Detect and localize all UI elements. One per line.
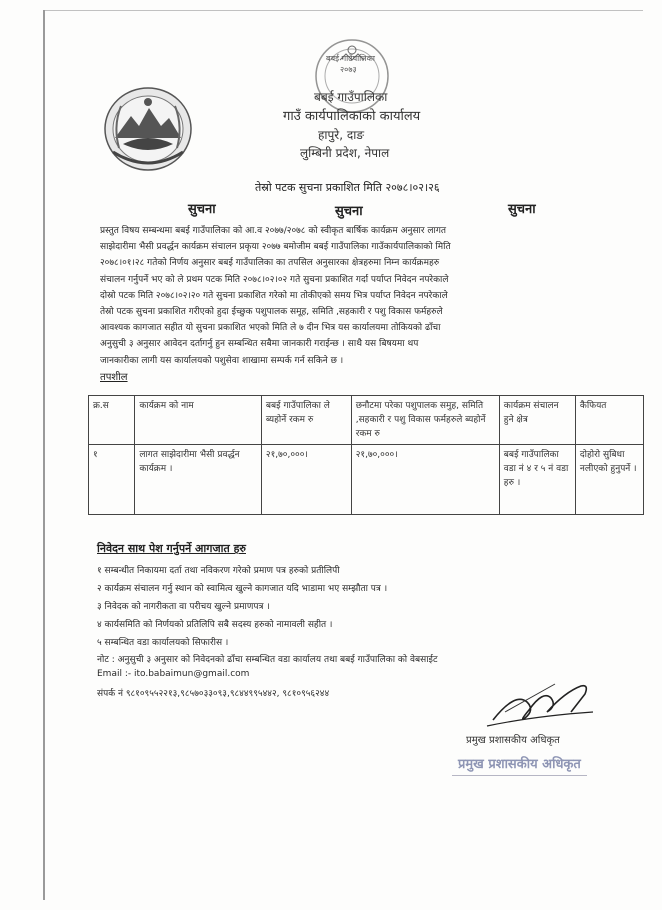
- program-table: [88, 395, 644, 515]
- body-line: अनुसुची ३ अनुसार आवेदन दर्तागर्नु हुन सम्बन्धित सबैमा जानकारी गराईन्छ । साथै यस बिषयमा थप: [100, 339, 419, 350]
- list-item: १ सम्बन्धीत निकायमा दर्ता तथा नविकरण गरेको प्रमाण पत्र हरुको प्रतीलिपी: [97, 566, 340, 576]
- cell-group-amount: २१,७०,०००।: [351, 445, 499, 515]
- body-line: साझेदारीमा भैसी प्रवर्द्धन कार्यक्रम संचालन प्रकृया २०७७ बमोजीम बबई गाउँपालिका गाउँकार्यपालिकाको मिति: [100, 242, 451, 253]
- list-item: ४ कार्यसमिति को निर्णयको प्रतिलिपि सबै सदस्य हरुको नामावली सहीत ।: [97, 620, 333, 630]
- email-line: Email :- ito.babaimun@gmail.com: [97, 669, 250, 679]
- cell-remarks: दोहोरो सुबिधा नलीएको हुनुपर्ने ।: [575, 445, 643, 515]
- list-item: ५ सम्बन्धित वडा कार्यालयको सिफारीस ।: [97, 638, 229, 648]
- left-page-edge: [43, 10, 45, 900]
- cell-sn: १: [89, 445, 135, 515]
- cell-program: लागत साझेदारीमा भैसी प्रवर्द्धन कार्यक्रम ।: [135, 445, 262, 515]
- header-babai-amount: बबई गाउँपालिका ले ब्यहोर्ने रकम रु: [261, 396, 351, 445]
- list-item: २ कार्यक्रम संचालन गर्नु स्थान को स्वामित्व खुल्ने कागजात यदि भाडामा भए सम्झौता पत्र ।: [97, 584, 388, 594]
- phone-line: संपर्क नं ९८१०९५५२२१३,९८५७०३३०९३,९८४४९९५४४२, ९८१०९५६२४४: [97, 689, 330, 699]
- body-line: संचालन गर्नुपर्ने भए को ले प्रथम पटक मिति २०७८।०२।०२ गते सुचना प्रकाशित गर्दा पर्याप्त निवेदन नपरेकाले: [100, 274, 449, 285]
- top-page-edge: [43, 10, 643, 11]
- cell-area: बबई गाउँपालिका वडा नं ४ र ५ नं वडा हरु ।: [499, 445, 575, 515]
- body-line: जानकारीका लागी यस कार्यालयको पशुसेवा शाखामा सम्पर्क गर्न सकिने छ ।: [100, 355, 344, 366]
- seal-year: २०७३: [340, 65, 357, 74]
- org-line-3: हापुरे, दाङ: [318, 128, 364, 142]
- cell-babai-amount: २१,७०,०००।: [261, 445, 351, 515]
- body-line: तेस्रो पटक सुचना प्रकाशित गरीएको हुदा ईच्छुक पशुपालक समूह, समिति ,सहकारी र पशु विकास फर्महरुले: [100, 307, 443, 318]
- header-program: कार्यक्रम को नाम: [135, 396, 262, 445]
- notice-heading-left: सुचना: [188, 202, 216, 217]
- designation-stamp: प्रमुख प्रशासकीय अधिकृत: [452, 751, 587, 776]
- body-line: प्रस्तुत विषय सम्बन्धमा बबई गाउँपालिका को आ.व २०७७/२०७८ को स्वीकृत बार्षिक कार्यक्रम अनुसार लागत: [100, 226, 447, 236]
- documents-heading: निवेदन साथ पेश गर्नुपर्ने आगजात हरु: [97, 542, 246, 555]
- header-sn: क्र.स: [89, 396, 135, 445]
- nepal-emblem-icon: [103, 86, 193, 172]
- signature-icon: [485, 672, 595, 732]
- tapsil-label: तपशील: [100, 372, 128, 383]
- published-date-line: तेस्रो पटक सुचना प्रकाशित मिति २०७८।०२।२६: [255, 181, 440, 194]
- seal-name: बबई गाउँपालिका: [326, 54, 375, 63]
- org-line-1: बबई गाउँपालिका: [314, 90, 388, 104]
- notice-heading-center: सुचना: [335, 204, 363, 219]
- body-line: दोस्रो पटक मिति २०७८।०२।२० गते सुचना प्रकाशित गरेको मा तोकीएको समय भित्र पर्याप्त निवेदन नपरेकाले: [100, 290, 448, 301]
- org-line-2: गाउँ कार्यपालिकाको कार्यालय: [283, 109, 421, 124]
- note-line: नोट : अनुसुची ३ अनुसार को निवेदनको ढाँचा सम्बन्धित वडा कार्यालय तथा बबई गाउँपालिका को वेबसाईट: [97, 655, 438, 665]
- notice-heading-right: सुचना: [508, 202, 536, 217]
- office-seal-text: [326, 53, 375, 75]
- header-area: कार्यक्रम संचालन हुने क्षेत्र: [499, 396, 575, 445]
- header-remarks: कैफियत: [575, 396, 643, 445]
- org-line-4: लुम्बिनी प्रदेश, नेपाल: [300, 146, 390, 160]
- body-line: २०७८।०१।२८ गतेको निर्णय अनुसार बबई गाउँपालिका का तपसिल अनुसारका क्षेत्रहरुमा निम्न कार्यक्रमहरु: [100, 258, 440, 269]
- header-group-amount: छनौटमा परेका पशुपालक समुह, समिति ,सहकारी र पशु विकास फर्महरुले ब्यहोर्ने रकम रु: [351, 396, 499, 445]
- table-header-row: [89, 396, 644, 445]
- documents-list: [97, 562, 387, 652]
- notice-body: [100, 223, 620, 369]
- table-row: [89, 445, 644, 515]
- list-item: ३ निवेदक को नागरीकता वा परीचय खुल्ने प्रमाणपत्र ।: [97, 602, 270, 612]
- signatory-title: प्रमुख प्रशासकीय अधिकृत: [466, 735, 560, 746]
- body-line: आवश्यक कागजात सहीत यो सुचना प्रकाशित भएको मिति ले ७ दीन भित्र यस कार्यालयमा तोकियको ढाँचा: [100, 323, 441, 334]
